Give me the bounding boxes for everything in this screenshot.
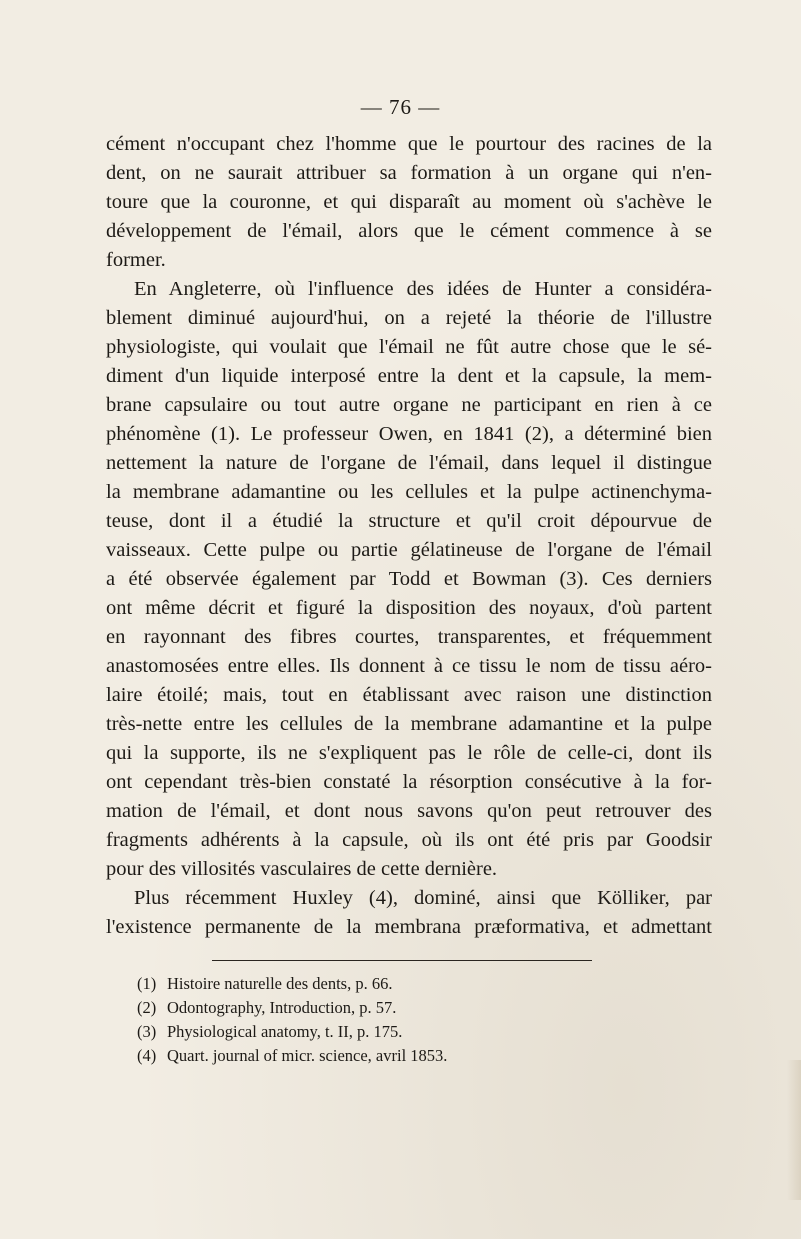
text-line: physiologiste, qui voulait que l'émail ne fût autre chose que le sé- — [106, 336, 712, 358]
footnote-number: (2) — [137, 998, 157, 1017]
text-line: fragments adhérents à la capsule, où ils ont été pris par Goodsir — [106, 829, 712, 851]
footnote-text: Odontography, Introduction, p. 57. — [167, 998, 397, 1017]
text-line: qui la supporte, ils ne s'expliquent pas le rôle de celle-ci, dont ils — [106, 742, 712, 764]
footnote-text: Histoire naturelle des dents, p. 66. — [167, 974, 393, 993]
page-edge-stain — [787, 1060, 801, 1200]
text-line: Plus récemment Huxley (4), dominé, ainsi que Kölliker, par — [134, 887, 712, 909]
text-line: toure que la couronne, et qui disparaît au moment où s'achève le — [106, 191, 712, 213]
footnotes — [137, 972, 657, 1068]
text-line: mation de l'émail, et dont nous savons qu'on peut retrouver des — [106, 800, 712, 822]
text-line: l'existence permanente de la membrana præformativa, et admettant — [106, 916, 712, 938]
text-line: brane capsulaire ou tout autre organe ne participant en rien à ce — [106, 394, 712, 416]
footnote-number: (1) — [137, 974, 157, 993]
text-line: développement de l'émail, alors que le cément commence à se — [106, 220, 712, 242]
footnote — [137, 1020, 657, 1044]
footnote — [137, 996, 657, 1020]
text-line: la membrane adamantine ou les cellules et la pulpe actinenchyma- — [106, 481, 712, 503]
text-line: En Angleterre, où l'influence des idées de Hunter a considéra- — [134, 278, 712, 300]
text-line: très-nette entre les cellules de la membrane adamantine et la pulpe — [106, 713, 712, 735]
footnote-text: Quart. journal of micr. science, avril 1853. — [167, 1046, 448, 1065]
body-text — [106, 130, 712, 942]
text-line: blement diminué aujourd'hui, on a rejeté la théorie de l'illustre — [106, 307, 712, 329]
footnote-divider — [212, 960, 592, 961]
text-line: en rayonnant des fibres courtes, transparentes, et fréquemment — [106, 626, 712, 648]
text-line: vaisseaux. Cette pulpe ou partie gélatineuse de l'organe de l'émail — [106, 539, 712, 561]
text-line: diment d'un liquide interposé entre la dent et la capsule, la mem- — [106, 365, 712, 387]
text-line: cément n'occupant chez l'homme que le pourtour des racines de la — [106, 133, 712, 155]
text-line: laire étoilé; mais, tout en établissant avec raison une distinction — [106, 684, 712, 706]
text-line: anastomosées entre elles. Ils donnent à ce tissu le nom de tissu aéro- — [106, 655, 712, 677]
text-line: teuse, dont il a étudié la structure et qu'il croit dépourvue de — [106, 510, 712, 532]
footnote-text: Physiological anatomy, t. II, p. 175. — [167, 1022, 403, 1041]
text-line: ont même décrit et figuré la disposition des noyaux, d'où partent — [106, 597, 712, 619]
text-line: former. — [106, 249, 166, 271]
text-line: ont cependant très-bien constaté la résorption consécutive à la for- — [106, 771, 712, 793]
text-line: phénomène (1). Le professeur Owen, en 1841 (2), a déterminé bien — [106, 423, 712, 445]
footnote-number: (3) — [137, 1022, 157, 1041]
text-line: dent, on ne saurait attribuer sa formation à un organe qui n'en- — [106, 162, 712, 184]
text-line: nettement la nature de l'organe de l'émail, dans lequel il distingue — [106, 452, 712, 474]
page-number: — 76 — — [360, 95, 441, 119]
footnote — [137, 972, 657, 996]
text-line: a été observée également par Todd et Bowman (3). Ces derniers — [106, 568, 712, 590]
footnote-number: (4) — [137, 1046, 157, 1065]
footnote — [137, 1044, 657, 1068]
text-line: pour des villosités vasculaires de cette dernière. — [106, 858, 498, 880]
